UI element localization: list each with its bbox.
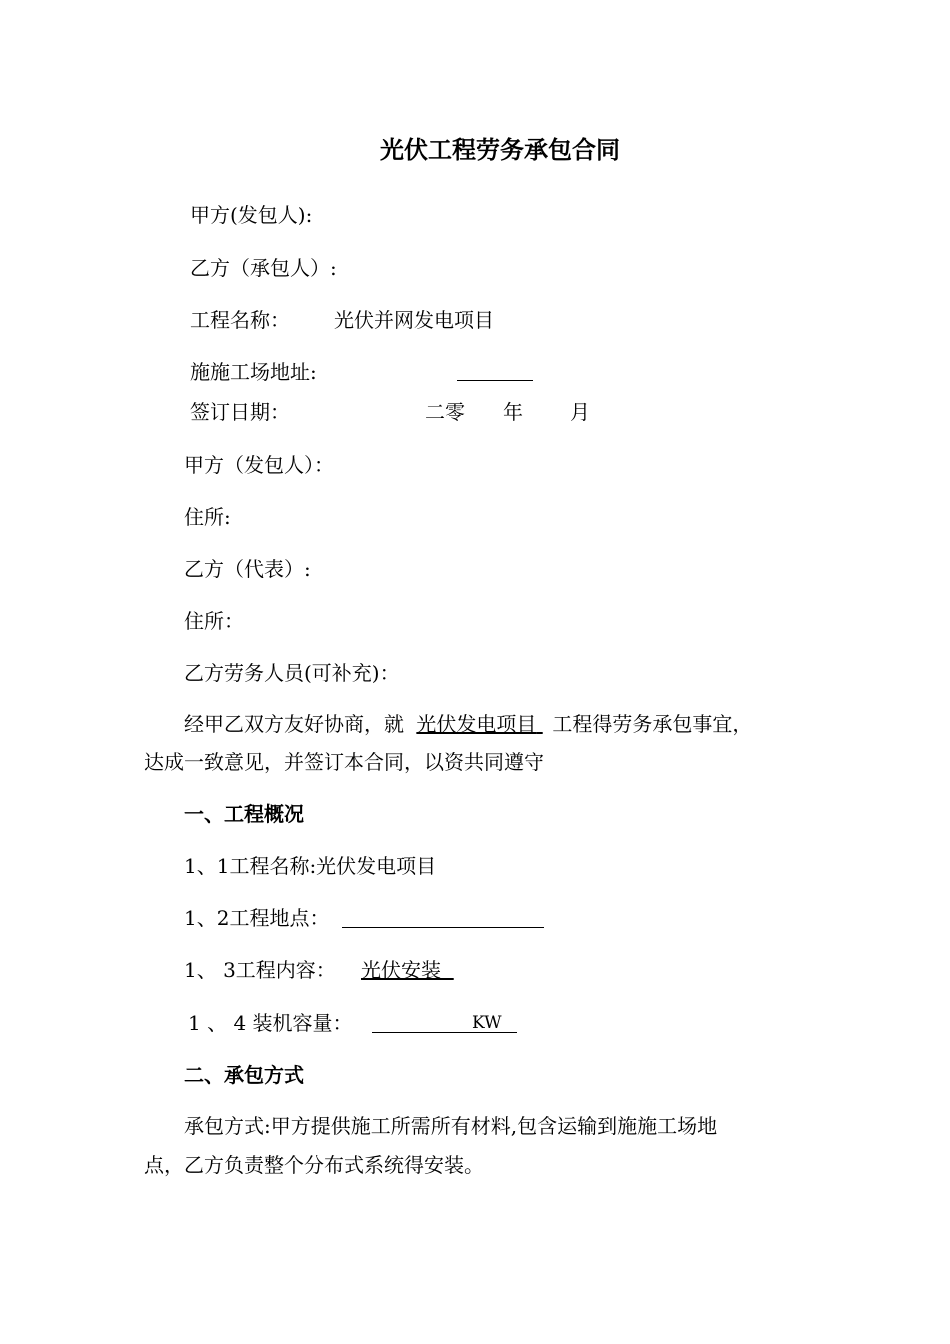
project-name-label: 工程名称：	[190, 308, 290, 332]
capacity-unit: KW	[472, 1013, 502, 1033]
intro-line-2: 达成一致意见，并签订本合同，以资共同遵守	[144, 750, 544, 774]
section-2-para-line-1: 承包方式:甲方提供施工所需所有材料,包含运输到施施工场地	[184, 1114, 718, 1138]
party-a-address-label: 住所:	[184, 505, 231, 529]
intro-after: 工程得劳务承包事宜，	[552, 712, 753, 736]
section-1-item-1: 1、1工程名称:光伏发电项目	[184, 854, 437, 878]
section-2-heading: 二、承包方式	[184, 1063, 304, 1087]
sign-date-year: 年	[503, 400, 523, 424]
site-address-blank	[457, 380, 533, 381]
section-1-item-2-label: 1、2工程地点：	[184, 906, 330, 930]
section-1-item-3-label: 1、 3工程内容：	[184, 958, 336, 982]
sign-date-label: 签订日期：	[190, 400, 290, 424]
section-1-item-3-value: 光伏安装	[361, 958, 441, 982]
document-title: 光伏工程劳务承包合同	[380, 135, 620, 164]
intro-project: 光伏发电项目	[416, 712, 537, 736]
intro-before: 经甲乙双方友好协商，就	[184, 712, 404, 736]
cover-party-a: 甲方(发包人):	[190, 203, 313, 227]
site-address-label: 施施工场地址:	[190, 360, 317, 384]
sign-date-year-prefix: 二零	[425, 400, 465, 424]
party-b-staff-label: 乙方劳务人员(可补充)：	[184, 661, 400, 685]
sign-date-month: 月	[570, 400, 590, 424]
party-b-label: 乙方（代表）:	[184, 557, 311, 581]
cover-party-b: 乙方（承包人）:	[190, 256, 337, 280]
project-location-blank	[342, 927, 544, 928]
project-name-value: 光伏并网发电项目	[334, 308, 494, 332]
section-1-heading: 一、工程概况	[184, 802, 304, 826]
section-1-item-4-label: 1 、 4 装机容量：	[188, 1011, 353, 1035]
party-b-address-label: 住所：	[184, 609, 244, 633]
section-2-para-line-2: 点，乙方负责整个分布式系统得安装。	[144, 1153, 484, 1177]
party-a-label: 甲方（发包人）：	[184, 453, 334, 477]
intro-line-1	[184, 711, 752, 737]
